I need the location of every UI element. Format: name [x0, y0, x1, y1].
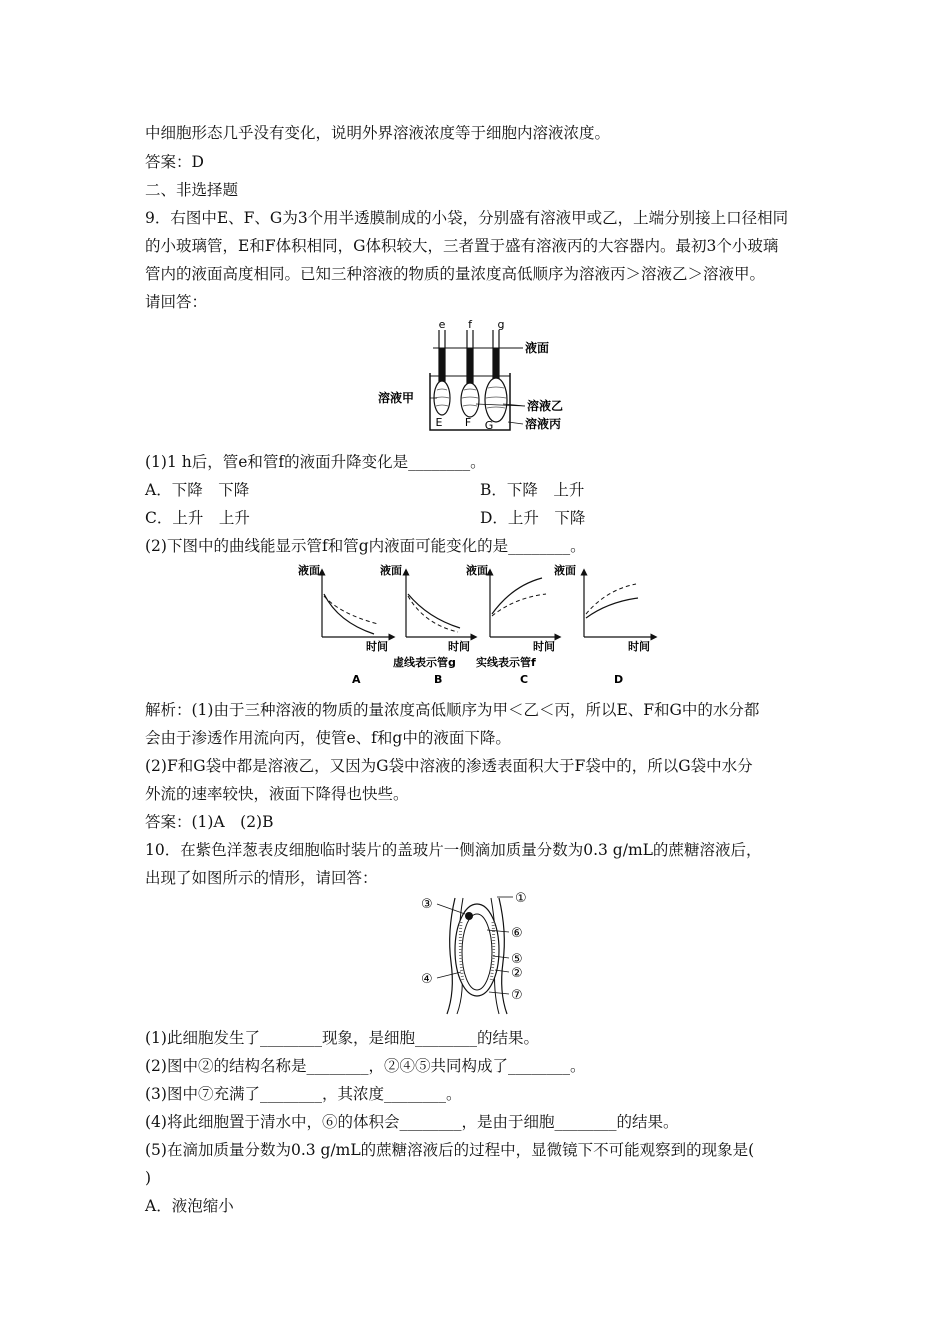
analysis-2: 会由于渗透作用流向丙，使管e、f和g中的液面下降。 — [145, 729, 511, 747]
panel-b-letter: B — [434, 673, 443, 686]
panel-a-xlabel: 时间 — [366, 640, 388, 653]
panel-c-letter: C — [520, 673, 529, 686]
label-2: ② — [511, 966, 523, 981]
q10-text-1: 10．在紫色洋葱表皮细胞临时装片的盖玻片一侧滴加质量分数为0.3 g/mL的蔗糖溶液后， — [145, 841, 762, 859]
option-b: B．下降 上升 — [480, 481, 585, 499]
q9-text-3: 管内的液面高度相同。已知三种溶液的物质的量浓度高低顺序为溶液丙＞溶液乙＞溶液甲。 — [145, 265, 766, 283]
panel-c-xlabel: 时间 — [533, 640, 555, 653]
panel-d-letter: D — [614, 673, 624, 686]
q10-sub5-close: ) — [145, 1169, 152, 1187]
q9-text-4: 请回答： — [145, 293, 208, 311]
analysis-1: 解析：(1)由于三种溶液的物质的量浓度高低顺序为甲＜乙＜丙，所以E、F和G中的水分都 — [145, 701, 760, 719]
dashed-note: 虚线表示管g — [393, 656, 456, 669]
curves-figure — [288, 562, 668, 687]
q10-sub2: (2)图中②的结构名称是________，②④⑤共同构成了________。 — [145, 1057, 586, 1075]
panel-d — [554, 563, 654, 686]
tube-e-label: e — [438, 318, 446, 331]
analysis-4: 外流的速率较快，液面下降得也快些。 — [145, 785, 409, 803]
bag-g-label: G — [484, 419, 494, 432]
panel-c-ylabel: 液面 — [466, 564, 488, 577]
solid-note: 实线表示管f — [476, 656, 536, 669]
osmosis-apparatus-figure — [375, 318, 575, 438]
q9-sub1: (1)1 h后，管e和管f的液面升降变化是________。 — [145, 453, 486, 471]
label-7: ⑦ — [511, 988, 523, 1003]
label-1: ① — [515, 892, 527, 906]
answer-9: 答案：(1)A (2)B — [145, 813, 274, 831]
tube-f-label: f — [468, 318, 472, 331]
bag-f-label: F — [464, 416, 472, 429]
q10-text-2: 出现了如图所示的情形，请回答： — [145, 869, 378, 887]
q10-sub3: (3)图中⑦充满了________，其浓度________。 — [145, 1085, 462, 1103]
analysis-3: (2)F和G袋中都是溶液乙，又因为G袋中溶液的渗透表面积大于F袋中的，所以G袋中水分 — [145, 757, 753, 775]
panel-a-ylabel: 液面 — [298, 564, 320, 577]
solution-jia-label: 溶液甲 — [378, 391, 415, 405]
surface-label: 液面 — [525, 341, 550, 355]
panel-d-ylabel: 液面 — [554, 564, 576, 577]
plasmolysis-cell-figure — [415, 892, 545, 1017]
panel-a — [298, 563, 392, 686]
section-heading: 二、非选择题 — [145, 181, 239, 199]
label-4: ④ — [421, 972, 433, 987]
q9-text-1: 9．右图中E、F、G为3个用半透膜制成的小袋，分别盛有溶液甲或乙，上端分别接上口径相同 — [145, 209, 789, 227]
label-5: ⑤ — [511, 952, 523, 967]
option-a: A．下降 下降 — [145, 481, 250, 499]
q10-sub5: (5)在滴加质量分数为0.3 g/mL的蔗糖溶液后的过程中，显微镜下不可能观察到的现象是( — [145, 1141, 755, 1159]
solution-yi-label: 溶液乙 — [527, 399, 564, 413]
option-d: D．上升 下降 — [480, 509, 586, 527]
q10-sub4: (4)将此细胞置于清水中，⑥的体积会________，是由于细胞________的结果。 — [145, 1113, 679, 1131]
q10-sub1: (1)此细胞发生了________现象，是细胞________的结果。 — [145, 1029, 539, 1047]
answer-8: 答案：D — [145, 153, 204, 171]
panel-b-xlabel: 时间 — [448, 640, 470, 653]
solution-bing-label: 溶液丙 — [525, 417, 562, 431]
q10-option-a: A．液泡缩小 — [145, 1197, 234, 1215]
bag-e-label: E — [435, 416, 443, 429]
label-3: ③ — [421, 897, 433, 912]
tube-g-label: g — [497, 318, 505, 331]
text-line-1: 中细胞形态几乎没有变化，说明外界溶液浓度等于细胞内溶液浓度。 — [145, 124, 611, 142]
panel-a-letter: A — [352, 673, 361, 686]
q9-text-2: 的小玻璃管，E和F体积相同，G体积较大，三者置于盛有溶液丙的大容器内。最初3个小玻璃 — [145, 237, 779, 255]
panel-d-xlabel: 时间 — [628, 640, 650, 653]
panel-b-ylabel: 液面 — [380, 564, 402, 577]
label-6: ⑥ — [511, 926, 523, 941]
option-c: C．上升 上升 — [145, 509, 250, 527]
q9-sub2: (2)下图中的曲线能显示管f和管g内液面可能变化的是________。 — [145, 537, 586, 555]
